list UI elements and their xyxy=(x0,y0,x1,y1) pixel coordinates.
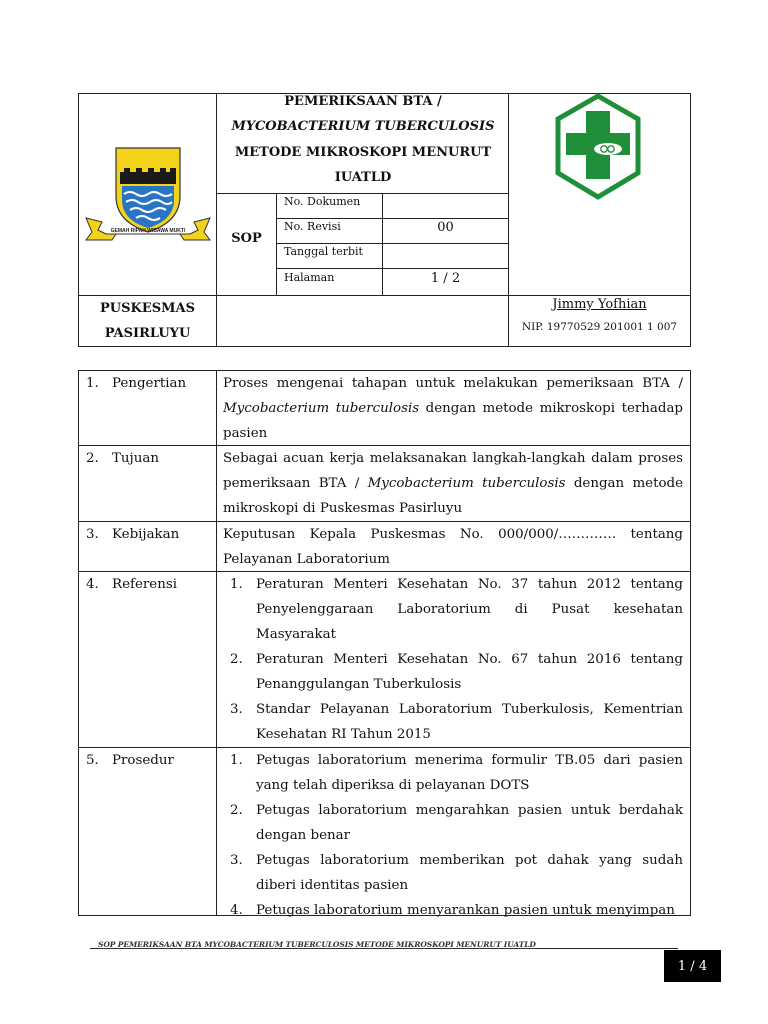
emblem-motto: GEMAH RIPAH WIBAWA MUKTI xyxy=(110,228,186,234)
field-value-page: 1 / 2 xyxy=(430,271,461,286)
section-text-line xyxy=(223,496,683,521)
text-segment: mikroskopi di Puskesmas Pasirluyu xyxy=(223,501,463,516)
field-label-issue-date: Tanggal terbit xyxy=(284,245,363,258)
list-item-text: Petugas laboratorium menerima formulir TB.05 dari pasien xyxy=(256,753,683,768)
text-segment: Sebagai acuan kerja melaksanakan langkah-langkah dalam proses xyxy=(223,451,683,466)
field-label-page: Halaman xyxy=(284,271,335,284)
text-segment: Proses mengenai tahapan untuk melakukan pemeriksaan BTA / xyxy=(223,376,683,391)
signer-name: Jimmy Yofhian xyxy=(552,297,647,312)
sop-label: SOP xyxy=(231,231,262,246)
signer-nip: NIP. 19770529 201001 1 007 xyxy=(521,321,678,333)
italic-term: Mycobacterium tuberculosis xyxy=(367,476,566,491)
field-label-document-number: No. Dokumen xyxy=(284,195,361,208)
section-text-line xyxy=(223,547,683,572)
section-text-line xyxy=(223,371,683,396)
footer-document-title: SOP PEMERIKSAAN BTA MYCOBACTERIUM TUBERCULOSIS METODE MIKROSKOPI MENURUT IUATLD xyxy=(98,940,536,949)
list-item-text: Petugas laboratorium menyarankan pasien untuk menyimpan xyxy=(256,903,675,918)
list-item-text: Masyarakat xyxy=(256,627,336,642)
section-number: 4. xyxy=(86,577,99,592)
section-number: 5. xyxy=(86,753,99,768)
document-title-line-1: PEMERIKSAAN BTA / xyxy=(284,94,442,109)
document-title-line-4: IUATLD xyxy=(334,170,392,185)
page-indicator: 1 / 4 xyxy=(664,950,721,982)
list-item-text: diberi identitas pasien xyxy=(256,878,409,893)
list-item-text: yang telah diperiksa di pelayanan DOTS xyxy=(256,778,530,793)
list-item-number: 4. xyxy=(230,903,243,918)
text-segment: Pelayanan Laboratorium xyxy=(223,552,390,567)
list-item-text: dengan benar xyxy=(256,828,351,843)
list-item-text: Standar Pelayanan Laboratorium Tuberkulosis, Kementrian xyxy=(256,702,683,717)
organization-line-2: PASIRLUYU xyxy=(104,326,191,341)
section-text-line xyxy=(223,471,683,496)
section-text-line xyxy=(223,522,683,547)
section-label: Pengertian xyxy=(112,376,187,391)
section-label: Prosedur xyxy=(112,753,174,768)
section-label: Kebijakan xyxy=(112,527,180,542)
field-value-revision: 00 xyxy=(437,220,454,235)
list-item-text: Petugas laboratorium memberikan pot dahak yang sudah xyxy=(256,853,683,868)
puskesmas-logo xyxy=(552,93,644,201)
section-text-line xyxy=(223,421,683,446)
section-text-line xyxy=(223,396,683,421)
text-segment: pasien xyxy=(223,426,268,441)
organization-name xyxy=(79,296,216,346)
regional-emblem xyxy=(84,142,212,246)
list-item-number: 2. xyxy=(230,803,243,818)
section-label: Tujuan xyxy=(112,451,159,466)
italic-term: Mycobacterium tuberculosis xyxy=(223,401,420,416)
list-item-number: 2. xyxy=(230,652,243,667)
section-text-line xyxy=(223,446,683,471)
list-item-text: Penanggulangan Tuberkulosis xyxy=(256,677,462,692)
list-item-text: Peraturan Menteri Kesehatan No. 67 tahun 2016 tentang xyxy=(256,652,683,667)
text-segment: dengan metode xyxy=(565,476,684,491)
document-title-line-3: METODE MIKROSKOPI MENURUT xyxy=(234,145,492,160)
organization-line-1: PUSKESMAS xyxy=(100,301,195,316)
section-number: 2. xyxy=(86,451,99,466)
list-item-text: Kesehatan RI Tahun 2015 xyxy=(256,727,431,742)
list-item-text: Petugas laboratorium mengarahkan pasien untuk berdahak xyxy=(256,803,683,818)
section-label: Referensi xyxy=(112,577,177,592)
list-item-number: 1. xyxy=(230,577,243,592)
list-item-number: 3. xyxy=(230,853,243,868)
list-item-text: Peraturan Menteri Kesehatan No. 37 tahun 2012 tentang xyxy=(256,577,683,592)
list-item-number: 3. xyxy=(230,702,243,717)
list-item-number: 1. xyxy=(230,753,243,768)
list-item-text: Penyelenggaraan Laboratorium di Pusat kesehatan xyxy=(256,602,683,617)
text-segment: Keputusan Kepala Puskesmas No. 000/000/…………. tentang xyxy=(223,527,683,542)
document-title-line-2: MYCOBACTERIUM TUBERCULOSIS xyxy=(231,119,495,134)
field-label-revision: No. Revisi xyxy=(284,220,341,233)
section-number: 1. xyxy=(86,376,99,391)
section-number: 3. xyxy=(86,527,99,542)
text-segment: pemeriksaan BTA / xyxy=(223,476,368,491)
text-segment: dengan metode mikroskopi terhadap xyxy=(419,401,684,416)
